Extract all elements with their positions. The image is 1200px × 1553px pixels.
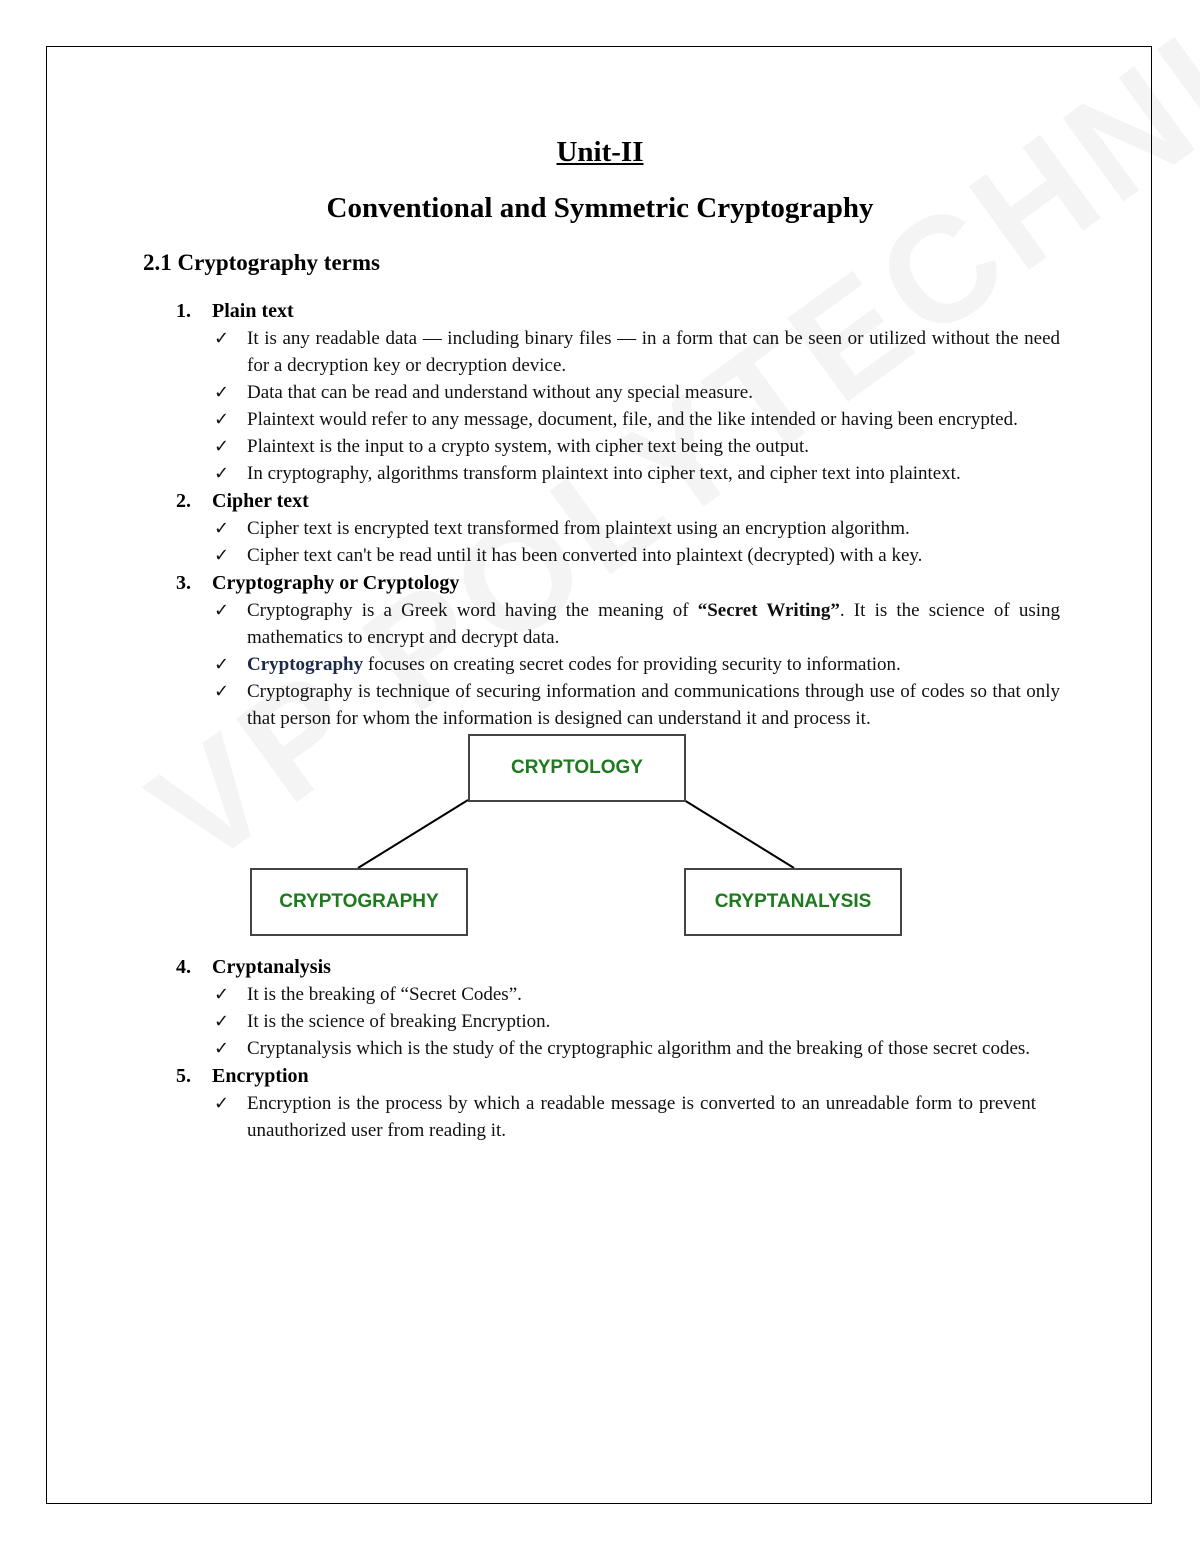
list-item-text: Cryptography is a Greek word having the meaning of bbox=[247, 600, 698, 621]
bullet-list bbox=[176, 597, 1060, 732]
term-heading bbox=[176, 954, 1060, 981]
term-title: Cryptography or Cryptology bbox=[212, 572, 460, 594]
list-item bbox=[176, 515, 1060, 542]
term-cipher-text bbox=[176, 488, 1060, 569]
check-icon: ✓ bbox=[214, 328, 230, 349]
check-icon: ✓ bbox=[214, 984, 230, 1005]
term-number: 4. bbox=[176, 956, 191, 978]
term-title: Cipher text bbox=[212, 490, 309, 512]
term-heading bbox=[176, 1063, 1060, 1090]
check-icon: ✓ bbox=[214, 518, 230, 539]
check-icon: ✓ bbox=[214, 436, 230, 457]
list-item bbox=[176, 542, 1060, 569]
list-item bbox=[176, 981, 1060, 1008]
term-heading bbox=[176, 298, 1060, 325]
term-plain-text bbox=[176, 298, 1060, 487]
term-number: 3. bbox=[176, 572, 191, 594]
term-title: Cryptanalysis bbox=[212, 956, 331, 978]
check-icon: ✓ bbox=[214, 1038, 230, 1059]
page-title: Conventional and Symmetric Cryptography bbox=[326, 192, 874, 224]
list-item-text: Encryption is the process by which a readable message is converted to an unreadable form to prevent unauthorized user from reading it. bbox=[247, 1093, 1036, 1141]
check-icon: ✓ bbox=[214, 409, 230, 430]
term-number: 2. bbox=[176, 490, 191, 512]
diagram-box-cryptology: CRYPTOLOGY bbox=[468, 734, 686, 802]
list-item-text: Cryptanalysis which is the study of the cryptographic algorithm and the breaking of those secret codes. bbox=[247, 1038, 1031, 1059]
list-item-text: It is the science of breaking Encryption. bbox=[247, 1011, 551, 1032]
list-item-text: It is the breaking of “Secret Codes”. bbox=[247, 984, 522, 1005]
term-cryptanalysis bbox=[176, 954, 1060, 1062]
list-item-text: . It is the science of using mathematics to encrypt and decrypt data. bbox=[247, 600, 1060, 648]
list-item bbox=[176, 406, 1060, 433]
term-title: Encryption bbox=[212, 1065, 309, 1087]
connector-right bbox=[684, 800, 794, 868]
list-item bbox=[176, 379, 1060, 406]
connector-left bbox=[358, 800, 468, 868]
unit-title: Unit-II bbox=[556, 136, 644, 168]
section-heading: 2.1 Cryptography terms bbox=[143, 250, 380, 275]
bullet-list bbox=[176, 515, 1060, 569]
term-encryption bbox=[176, 1063, 1060, 1144]
emphasis-text: “Secret Writing” bbox=[697, 600, 840, 621]
check-icon: ✓ bbox=[214, 1093, 230, 1114]
list-item bbox=[176, 433, 1060, 460]
list-item bbox=[176, 1008, 1060, 1035]
list-item bbox=[176, 325, 1060, 379]
check-icon: ✓ bbox=[214, 654, 230, 675]
list-item-text: Plaintext is the input to a crypto system, with cipher text being the output. bbox=[247, 436, 809, 457]
cryptology-diagram bbox=[176, 734, 1060, 950]
term-cryptography bbox=[176, 570, 1060, 950]
list-item bbox=[176, 460, 1060, 487]
emphasis-text: Cryptography bbox=[247, 654, 364, 675]
list-item-text: Cipher text can't be read until it has been converted into plaintext (decrypted) with a key. bbox=[247, 545, 923, 566]
list-item-text: Plaintext would refer to any message, document, file, and the like intended or having been encrypted. bbox=[247, 409, 1018, 430]
term-number: 5. bbox=[176, 1065, 191, 1087]
list-item-text: Cryptography is technique of securing information and communications through use of codes so that only that person for whom the information is designed can understand it and process it. bbox=[247, 681, 1060, 729]
check-icon: ✓ bbox=[214, 545, 230, 566]
check-icon: ✓ bbox=[214, 600, 230, 621]
diagram-box-cryptanalysis: CRYPTANALYSIS bbox=[684, 868, 902, 936]
bullet-list bbox=[176, 981, 1060, 1062]
term-heading bbox=[176, 570, 1060, 597]
list-item bbox=[176, 678, 1060, 732]
terms-list bbox=[176, 298, 1060, 1145]
list-item-text: In cryptography, algorithms transform plaintext into cipher text, and cipher text into plaintext. bbox=[247, 463, 961, 484]
list-item-text: It is any readable data — including binary files — in a form that can be seen or utilized without the need for a decryption key or decryption device. bbox=[247, 328, 1060, 376]
diagram-box-cryptography: CRYPTOGRAPHY bbox=[250, 868, 468, 936]
check-icon: ✓ bbox=[214, 463, 230, 484]
list-item-text: Data that can be read and understand without any special measure. bbox=[247, 382, 753, 403]
list-item bbox=[176, 597, 1060, 651]
check-icon: ✓ bbox=[214, 1011, 230, 1032]
list-item bbox=[176, 1090, 1060, 1144]
check-icon: ✓ bbox=[214, 681, 230, 702]
term-number: 1. bbox=[176, 300, 191, 322]
list-item-text: focuses on creating secret codes for providing security to information. bbox=[363, 654, 901, 675]
list-item-text: Cipher text is encrypted text transformed from plaintext using an encryption algorithm. bbox=[247, 518, 910, 539]
term-title: Plain text bbox=[212, 300, 294, 322]
bullet-list bbox=[176, 325, 1060, 487]
bullet-list bbox=[176, 1090, 1060, 1144]
list-item bbox=[176, 651, 1060, 678]
term-heading bbox=[176, 488, 1060, 515]
check-icon: ✓ bbox=[214, 382, 230, 403]
list-item bbox=[176, 1035, 1060, 1062]
